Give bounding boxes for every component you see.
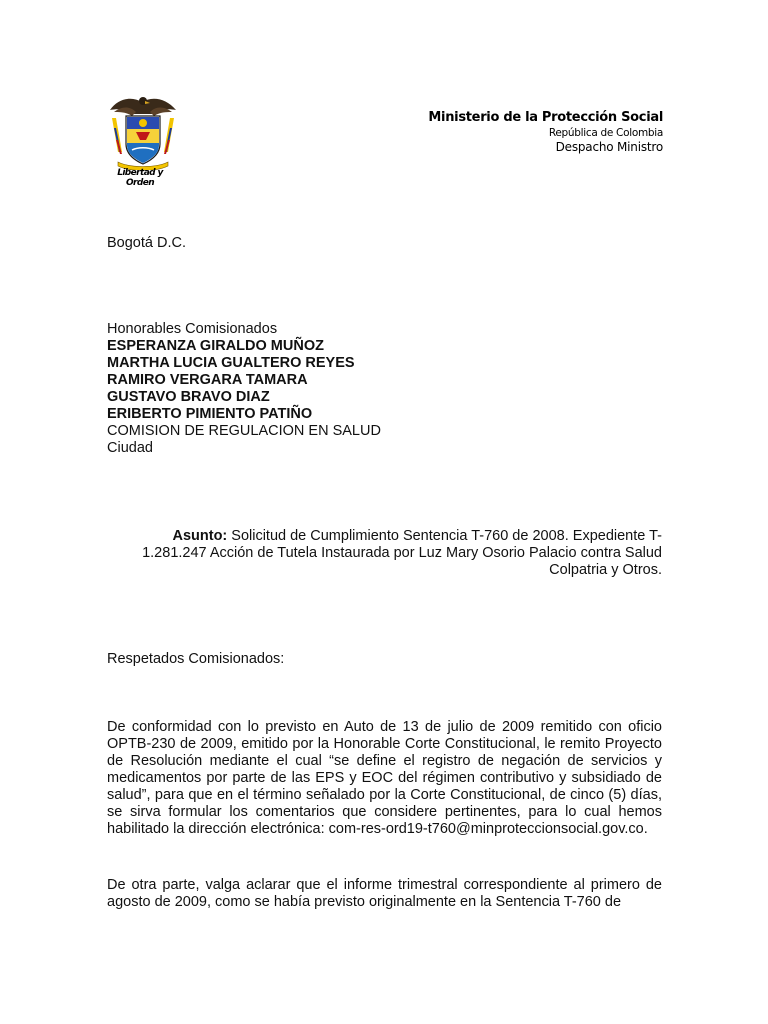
addressee-name: ERIBERTO PIMIENTO PATIÑO [107, 406, 313, 422]
office-name: Despacho Ministro [555, 140, 663, 154]
addressee-salutation: Honorables Comisionados [107, 321, 278, 337]
addressee-organization: COMISION DE REGULACION EN SALUD [107, 423, 381, 439]
subject-block [107, 528, 662, 579]
condor-shield-icon [104, 92, 184, 170]
addressee-name: RAMIRO VERGARA TAMARA [107, 372, 308, 388]
crest-motto: Libertad y Orden [117, 168, 163, 188]
subject-label: Asunto: [172, 528, 228, 544]
letterhead [428, 109, 663, 155]
subject-text: Solicitud de Cumplimiento Sentencia T-760 de 2008. Expediente T- [231, 528, 662, 544]
body-paragraph: De otra parte, valga aclarar que el informe trimestral correspondiente al primero de agosto de 2009, como se había previsto originalmente en la Sentencia T-760 de [107, 877, 662, 910]
addressee-name: ESPERANZA GIRALDO MUÑOZ [107, 338, 324, 354]
ministry-name: Ministerio de la Protección Social [428, 110, 663, 125]
addressee-name: MARTHA LUCIA GUALTERO REYES [107, 355, 355, 371]
republic-name: República de Colombia [548, 127, 663, 139]
greeting: Respetados Comisionados: [107, 651, 285, 667]
addressee-city: Ciudad [107, 440, 153, 456]
body-paragraph: De conformidad con lo previsto en Auto de 13 de julio de 2009 remitido con oficio OPTB-230 de 2009, emitido por la Honorable Corte Constitucional, le remito Proyecto de Resolución mediante el cual “se define el registro de negación de servicios y medicamentos por parte de las EPS y EOC del régimen contributivo y subsidiado de salud”, para que en el término señalado por la Corte Constitucional, de cinco (5) días, se sirva formular los comentarios que considere pertinentes, para lo cual hemos habilitado la dirección electrónica: com-res-ord19-t760@minproteccionsocial.gov.co. [107, 719, 662, 837]
letter-city: Bogotá D.C. [107, 235, 186, 251]
coat-of-arms-logo [104, 92, 184, 188]
subject-line: Colpatria y Otros. [549, 562, 662, 578]
subject-line [107, 528, 662, 545]
addressee-name: GUSTAVO BRAVO DIAZ [107, 389, 270, 405]
addressee-block [107, 321, 381, 457]
subject-line: 1.281.247 Acción de Tutela Instaurada por Luz Mary Osorio Palacio contra Salud [142, 545, 662, 561]
